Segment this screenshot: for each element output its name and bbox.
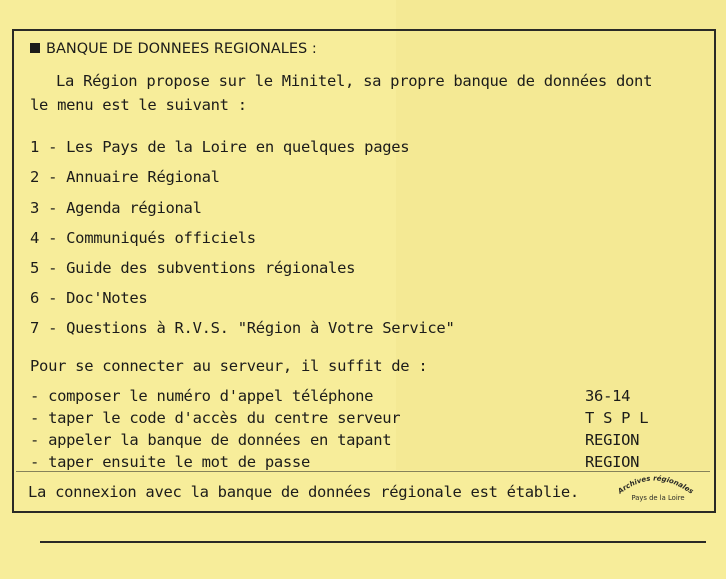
connect-step-4-label: - taper ensuite le mot de passe xyxy=(30,453,310,471)
footer-text: La connexion avec la banque de données régionale est établie. xyxy=(28,483,579,501)
svg-text:Archives régionales xyxy=(616,474,695,496)
section-title: BANQUE DE DONNEES REGIONALES : xyxy=(46,41,317,57)
menu-item-6: 6 - Doc'Notes xyxy=(30,289,148,307)
stamp-bottom-text: Pays de la Loire xyxy=(631,494,685,502)
menu-item-1: 1 - Les Pays de la Loire en quelques pages xyxy=(30,138,410,156)
connect-step-4-value: REGION xyxy=(585,453,640,471)
menu-item-2: 2 - Annuaire Régional xyxy=(30,168,220,186)
connect-step-3-label: - appeler la banque de données en tapant xyxy=(30,431,392,449)
stamp-arc-text: Archives régionales xyxy=(616,474,695,496)
menu-item-4: 4 - Communiqués officiels xyxy=(30,229,256,247)
connect-step-1-value: 36-14 xyxy=(585,387,631,405)
section-heading xyxy=(30,41,317,57)
divider-line xyxy=(16,471,710,472)
square-bullet-icon xyxy=(30,43,40,53)
menu-item-3: 3 - Agenda régional xyxy=(30,199,202,217)
menu-item-5: 5 - Guide des subventions régionales xyxy=(30,259,356,277)
connect-step-3-value: REGION xyxy=(585,431,640,449)
connect-intro: Pour se connecter au serveur, il suffit de : xyxy=(30,357,428,375)
menu-item-7: 7 - Questions à R.V.S. "Région à Votre Service" xyxy=(30,319,455,337)
intro-line-1: La Région propose sur le Minitel, sa propre banque de données dont xyxy=(56,72,653,90)
archives-stamp xyxy=(614,470,696,506)
bottom-rule xyxy=(40,541,706,543)
intro-line-2: le menu est le suivant : xyxy=(30,96,247,114)
connect-step-2-label: - taper le code d'accès du centre serveur xyxy=(30,409,401,427)
connect-step-2-value: T S P L xyxy=(585,409,649,427)
connect-step-1-label: - composer le numéro d'appel téléphone xyxy=(30,387,374,405)
